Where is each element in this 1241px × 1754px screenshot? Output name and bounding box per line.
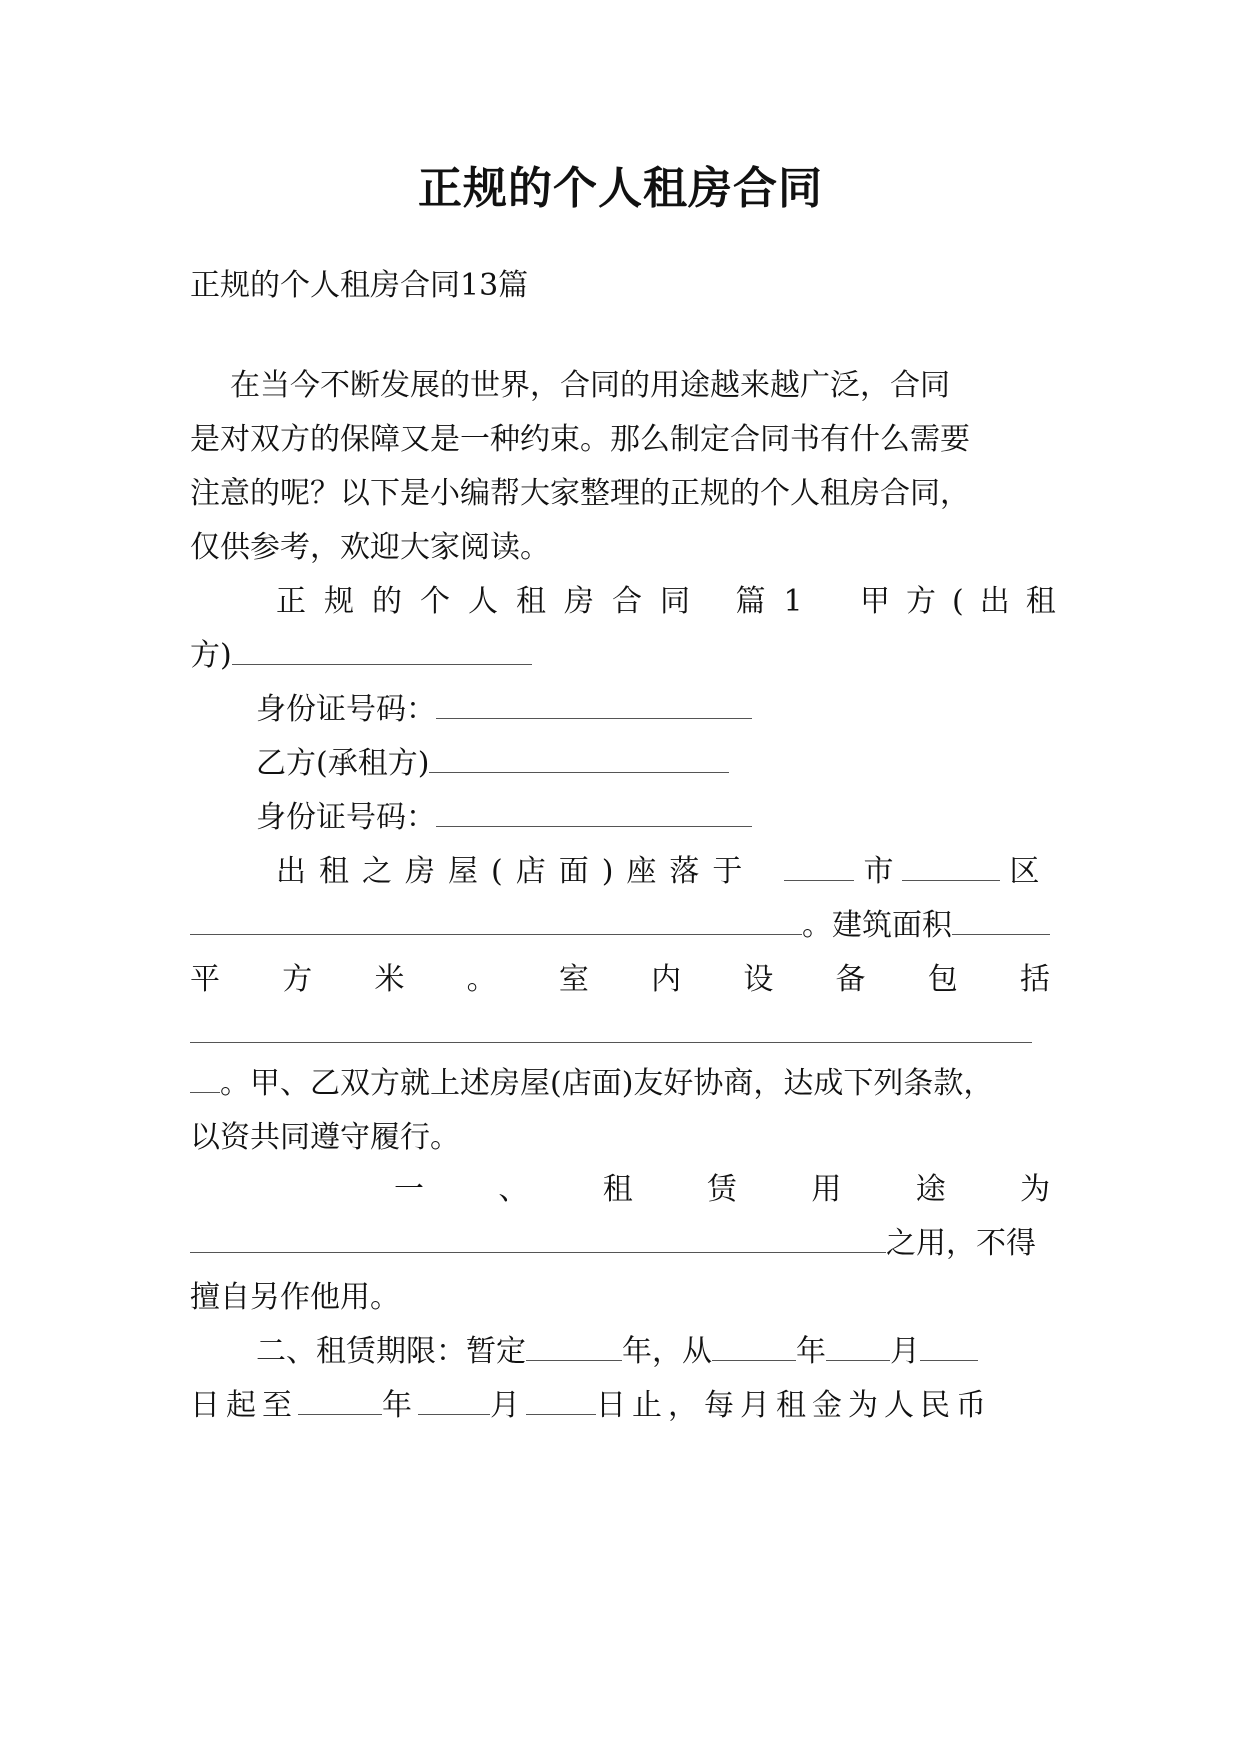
- party-b-row: [256, 744, 729, 784]
- equipment-blank[interactable]: [190, 1014, 1032, 1043]
- usage-blank[interactable]: [190, 1224, 886, 1253]
- address-blank[interactable]: [190, 906, 802, 935]
- intro-line-2: 是对双方的保障又是一种约束。那么制定合同书有什么需要: [190, 422, 970, 457]
- end-year-blank[interactable]: [298, 1386, 382, 1415]
- location-prefix: 出租之房屋(店面)座落于: [276, 854, 756, 889]
- sqm-char: 括: [1019, 962, 1050, 997]
- sqm-char: 方: [282, 962, 339, 997]
- address-row: [190, 906, 1050, 946]
- area-label: 。建筑面积: [802, 908, 952, 943]
- clause1-heading: [394, 1170, 1050, 1210]
- party-b-id-blank[interactable]: [436, 798, 752, 827]
- sqm-char: 平: [190, 962, 247, 997]
- end-month-blank[interactable]: [418, 1386, 490, 1415]
- clause1-suffix: 之用，不得: [886, 1226, 1036, 1261]
- party-a-row: [190, 636, 532, 676]
- start-month-blank[interactable]: [826, 1332, 890, 1361]
- sqm-char: 内: [651, 962, 708, 997]
- month-unit-2: 月: [490, 1388, 526, 1423]
- clause1-char: 为: [1020, 1172, 1051, 1207]
- clause1-char: 赁: [707, 1172, 770, 1207]
- party-b-blank[interactable]: [429, 744, 729, 773]
- location-district-row: [902, 852, 1040, 892]
- intro-line-4: 仅供参考，欢迎大家阅读。: [190, 530, 550, 565]
- sqm-char: 室: [558, 962, 616, 997]
- party-a-label: 甲方(出租: [860, 584, 1072, 619]
- district-label: 区: [1009, 854, 1040, 889]
- clause1-char: 租: [602, 1172, 666, 1207]
- sqm-row: [190, 960, 1050, 1000]
- month-unit: 月: [890, 1334, 920, 1369]
- agreement-row: [190, 1064, 993, 1104]
- term-years-blank[interactable]: [526, 1332, 622, 1361]
- sqm-char: 备: [835, 962, 892, 997]
- document-subtitle: 正规的个人租房合同13篇: [190, 268, 529, 303]
- clause2-row-1: [256, 1332, 978, 1372]
- year-unit-2: 年: [382, 1388, 418, 1423]
- intro-line-1: 在当今不断发展的世界，合同的用途越来越广泛，合同: [230, 368, 950, 403]
- to-day-label: 日止，每月租金为人民币: [596, 1388, 992, 1423]
- clause1-char: 用: [811, 1172, 874, 1207]
- section1-heading: 正规的个人租房合同 篇1: [276, 584, 821, 619]
- location-city-row: [784, 852, 894, 892]
- party-a-label-cont: 方): [190, 638, 232, 673]
- sqm-char: 设: [743, 962, 800, 997]
- start-year-blank[interactable]: [712, 1332, 796, 1361]
- area-blank[interactable]: [952, 906, 1050, 935]
- party-a-id-row: [256, 690, 752, 730]
- party-b-label: 乙方(承租方): [256, 746, 430, 781]
- clause2-label: 二、租赁期限：暂定: [256, 1334, 526, 1369]
- document-title: 正规的个人租房合同: [418, 163, 823, 214]
- clause1-cont: 擅自另作他用。: [190, 1280, 400, 1315]
- party-a-id-blank[interactable]: [436, 690, 752, 719]
- sqm-char: 。: [466, 962, 523, 997]
- clause1-usage-row: [190, 1224, 1036, 1264]
- agreement-text: 。甲、乙双方就上述房屋(店面)友好协商，达成下列条款，: [220, 1066, 994, 1101]
- city-blank[interactable]: [784, 852, 854, 881]
- sqm-char: 米: [374, 962, 431, 997]
- clause1-char: 一: [394, 1172, 457, 1207]
- id-label: 身份证号码：: [256, 692, 436, 727]
- equipment-blank-end[interactable]: [190, 1064, 220, 1093]
- city-label: 市: [863, 854, 894, 889]
- party-a-blank[interactable]: [232, 636, 532, 665]
- sqm-char: 包: [927, 962, 985, 997]
- start-day-blank[interactable]: [920, 1332, 978, 1361]
- intro-line-3: 注意的呢？以下是小编帮大家整理的正规的个人租房合同，: [190, 476, 970, 511]
- equipment-blank-row: [190, 1014, 1032, 1054]
- district-blank[interactable]: [902, 852, 1000, 881]
- clause2-row-2: [190, 1386, 992, 1426]
- from-day-label: 日起至: [190, 1388, 298, 1423]
- party-b-id-row: [256, 798, 752, 838]
- agreement-text-2: 以资共同遵守履行。: [190, 1120, 460, 1155]
- clause1-char: 、: [498, 1172, 561, 1207]
- year-unit: 年: [796, 1334, 826, 1369]
- end-day-blank[interactable]: [526, 1386, 596, 1415]
- clause2-year-label: 年，从: [622, 1334, 712, 1369]
- id-label-2: 身份证号码：: [256, 800, 436, 835]
- clause1-char: 途: [915, 1172, 979, 1207]
